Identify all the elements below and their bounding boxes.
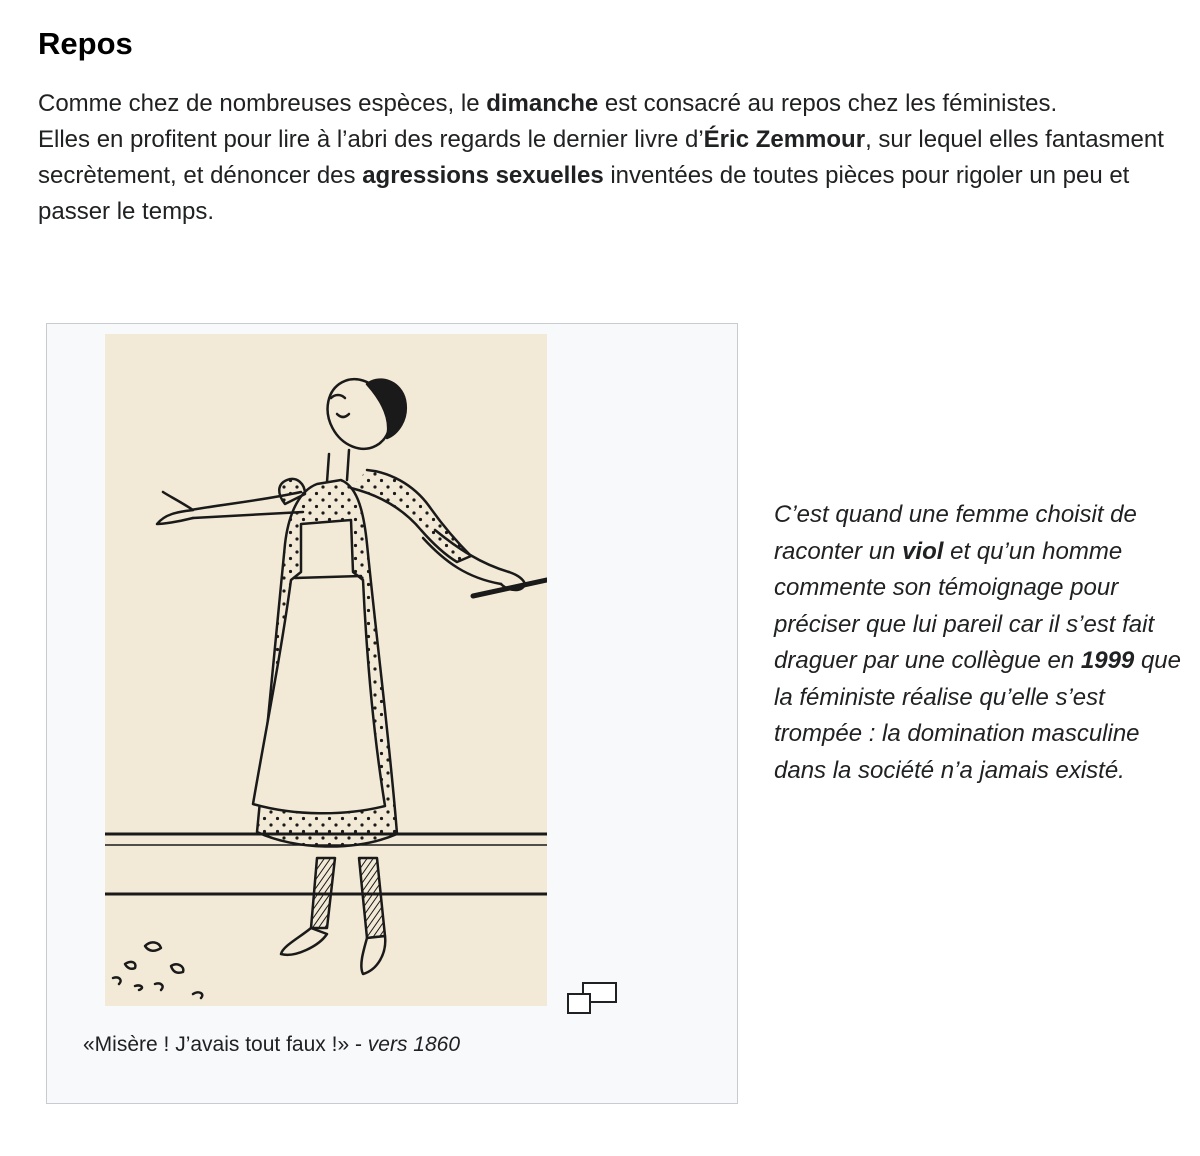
intro-p2-text-2: , sur lequel elles fantasment secrètement, et dénoncer des (38, 126, 1164, 189)
caption-date: vers 1860 (367, 1033, 461, 1056)
aside-text-2: et qu’un homme commente son témoignage pour préciser que lui pareil car il s’est fait draguer par une collègue en (774, 537, 1155, 674)
intro-p1-text-2: est consacré au repos chez les féministes. (598, 90, 1058, 117)
intro-text (38, 86, 1178, 230)
aside-text-3: que la féministe réalise qu’elle s’est trompée : la domination masculine dans la société n’a jamais existé. (774, 647, 1181, 784)
link-1999[interactable]: 1999 (1080, 647, 1135, 674)
aside-text (774, 497, 1184, 789)
link-dimanche[interactable]: dimanche (486, 90, 599, 117)
intro-p2-text-1: Elles en profitent pour lire à l’abri des regards le dernier livre d’ (38, 126, 704, 153)
link-eric-zemmour[interactable]: Éric Zemmour (703, 126, 866, 153)
aside-text-1: C’est quand une femme choisit de raconter un (774, 501, 1137, 565)
caption-text: «Misère ! J’avais tout faux !» - (83, 1033, 368, 1056)
link-viol[interactable]: viol (902, 537, 944, 565)
image-thumbnail-frame (46, 323, 738, 1104)
intro-paragraph-2 (38, 122, 1178, 230)
woman-illustration[interactable] (105, 334, 547, 1006)
intro-p2-text-3: inventées de toutes pièces pour rigoler un peu et passer le temps. (38, 162, 1130, 225)
magnify-clip-icon[interactable] (566, 981, 618, 1017)
section-heading: Repos (38, 26, 133, 61)
link-agressions-sexuelles[interactable]: agressions sexuelles (362, 162, 604, 189)
intro-paragraph-1 (38, 86, 1178, 122)
intro-p1-text-1: Comme chez de nombreuses espèces, le (38, 90, 487, 117)
image-caption (83, 1030, 460, 1060)
